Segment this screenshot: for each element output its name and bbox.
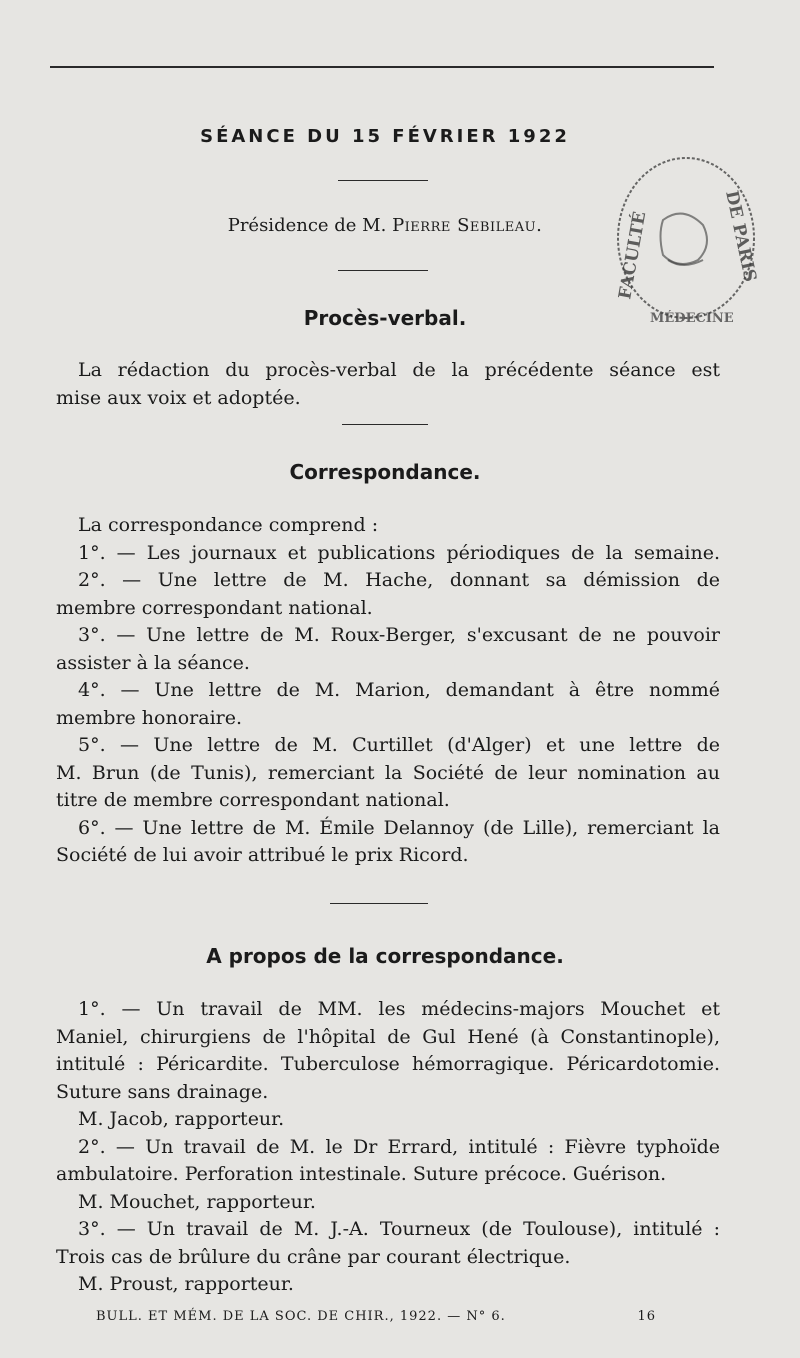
separator-rule	[338, 270, 428, 271]
text-line: intitulé : Péricardite. Tuberculose hémorragique. Péricardotomie.	[56, 1053, 720, 1075]
heading-a-propos: A propos de la correspondance.	[206, 944, 564, 968]
footer-citation: BULL. ET MÉM. DE LA SOC. DE CHIR., 1922. — N° 6.	[96, 1309, 506, 1324]
top-rule	[50, 66, 714, 68]
heading-correspondance: Correspondance.	[289, 460, 481, 484]
text-line: 6°. — Une lettre de M. Émile Delannoy (de Lille), remerciant la	[78, 816, 720, 839]
text-line: mise aux voix et adoptée.	[56, 386, 301, 409]
correspondance-paragraph	[56, 512, 720, 870]
president-name: Pierre Sebileau.	[392, 215, 543, 236]
separator-rule	[330, 903, 428, 904]
heading-proces-verbal: Procès-verbal.	[303, 306, 467, 330]
stamp-text-bottom: MÉDECINE	[650, 311, 734, 326]
text-line: La rédaction du procès-verbal de la précédente séance est	[78, 359, 720, 381]
text-line: M. Mouchet, rapporteur.	[78, 1190, 316, 1213]
text-line: ambulatoire. Perforation intestinale. Suture précoce. Guérison.	[56, 1163, 667, 1185]
proces-verbal-paragraph	[56, 357, 720, 412]
text-line: La correspondance comprend :	[78, 514, 379, 536]
text-line: 3°. — Une lettre de M. Roux-Berger, s'excusant de ne pouvoir	[78, 624, 720, 646]
page-number: 16	[637, 1309, 656, 1324]
separator-rule	[342, 424, 428, 425]
text-line: 5°. — Une lettre de M. Curtillet (d'Alger) et une lettre de	[78, 734, 720, 756]
text-line: 1°. — Les journaux et publications périodiques de la semaine.	[78, 541, 720, 564]
text-line: assister à la séance.	[56, 651, 250, 674]
stamp-text-right: DE PARIS	[721, 188, 760, 284]
text-line: Trois cas de brûlure du crâne par courant électrique.	[56, 1245, 571, 1268]
text-line: membre correspondant national.	[56, 596, 373, 619]
separator-rule	[338, 180, 428, 181]
text-line: Suture sans drainage.	[56, 1080, 269, 1103]
page-footer	[96, 1309, 656, 1324]
text-line: 3°. — Un travail de M. J.-A. Tourneux (de Toulouse), intitulé :	[78, 1218, 720, 1240]
text-line: 1°. — Un travail de MM. les médecins-majors Mouchet et	[78, 998, 720, 1020]
stamp-text-left: FACULTÉ	[615, 209, 651, 301]
text-line: M. Proust, rapporteur.	[78, 1273, 294, 1295]
text-line: M. Jacob, rapporteur.	[78, 1108, 285, 1130]
library-stamp	[608, 150, 768, 330]
text-line: titre de membre correspondant national.	[56, 789, 450, 811]
text-line: 2°. — Une lettre de M. Hache, donnant sa démission de	[78, 569, 720, 591]
text-line: 4°. — Une lettre de M. Marion, demandant à être nommé	[78, 679, 720, 701]
text-line: M. Brun (de Tunis), remerciant la Société de leur nomination au	[56, 761, 720, 784]
presidence-prefix: Présidence de M.	[227, 215, 393, 236]
text-line: Société de lui avoir attribué le prix Ricord.	[56, 844, 469, 866]
a-propos-paragraph	[56, 996, 720, 1299]
text-line: Maniel, chirurgiens de l'hôpital de Gul Hené (à Constantinople),	[56, 1025, 720, 1048]
text-line: membre honoraire.	[56, 706, 243, 729]
text-line: 2°. — Un travail de M. le Dr Errard, intitulé : Fièvre typhoïde	[78, 1135, 720, 1158]
session-title: SÉANCE DU 15 FÉVRIER 1922	[200, 126, 570, 147]
